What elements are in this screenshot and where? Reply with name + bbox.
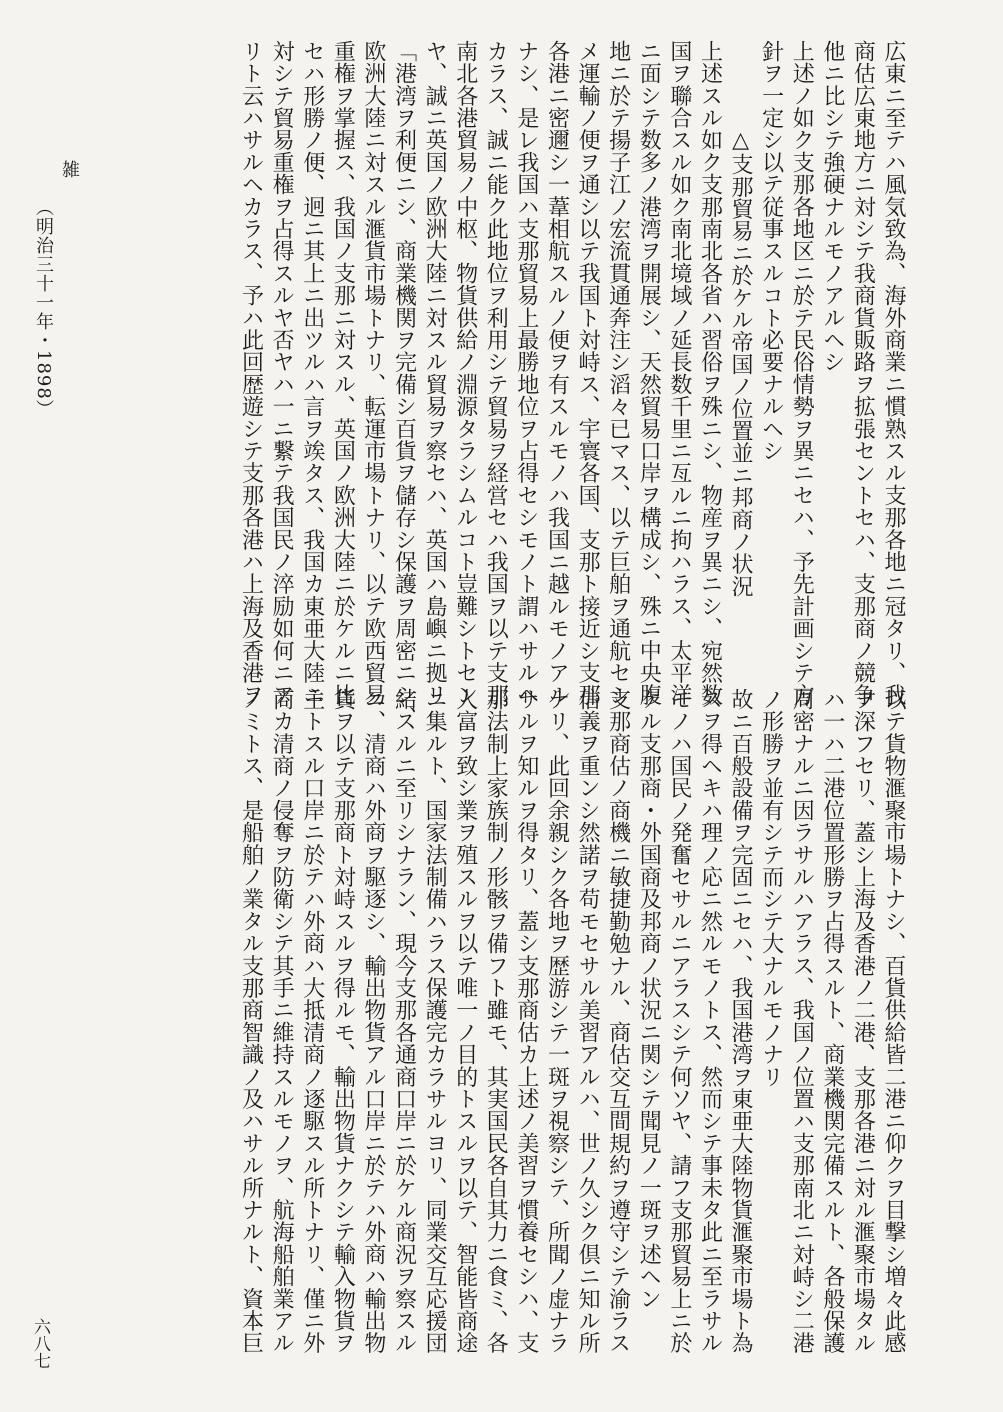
text-column: 欧洲大陸ニ対スル滙貨市場トナリ、転運市場トナリ、以テ欧西貿易 bbox=[360, 40, 386, 706]
text-column: ナリ、此回余親シク各地ヲ歴游シテ一斑ヲ視察シテ、所聞ノ虚ナラ bbox=[544, 688, 570, 1354]
text-column: 人富ヲ致シ業ヲ殖スルヲ以テ唯一ノ目的トスルヲ以テ、智能皆商途 bbox=[452, 688, 478, 1354]
text-column: 広東ニ至テハ風気致為、海外商業ニ慣熟スル支那各地ニ冠タリ、我 bbox=[881, 40, 906, 706]
text-column: ヤ、誠ニ英国ノ欧洲大陸ニ対スル貿易ヲ察セハ、英国ハ島嶼ニ拠リ bbox=[422, 40, 448, 706]
text-column: 重権ヲ掌握ス、我国ノ支那ニ対スル、英国ノ欧洲大陸ニ於ケルニ比 bbox=[330, 40, 356, 706]
text-column: ノ形勝ヲ並有シテ而シテ大ナルモノナリ bbox=[758, 688, 784, 1088]
text-column: 対シテ貿易重権ヲ占得スルヤ否ヤハ一ニ繋テ我国民ノ淬励如何ニア bbox=[269, 40, 295, 706]
page-number: 六八七 bbox=[30, 1318, 50, 1369]
text-column: 針ヲ一定シ以テ従事スルコト必要ナルヘシ bbox=[758, 40, 784, 462]
text-column: セハ形勝ノ便、迥ニ其上ニ出ツルハ言ヲ竢タス、我国カ東亜大陸ニ bbox=[299, 40, 325, 706]
section-heading: △支那貿易ニ於ケル帝国ノ位置並ニ邦商ノ状況 bbox=[728, 128, 754, 598]
text-column: 那法制上家族制ノ形骸ヲ備フト雖モ、其実国民各自其力ニ食ミ、各 bbox=[483, 688, 509, 1354]
text-column: ニ、清商ハ外商ヲ駆逐シ、輸出物貨アル口岸ニ於テハ外商ハ輸出物 bbox=[360, 688, 386, 1354]
text-column: スヲ得ヘキハ理ノ応ニ然ルモノトス、然而シテ事未タ此ニ至ラサル bbox=[697, 688, 723, 1354]
text-column: 南北各港貿易ノ中枢、物貨供給ノ淵源タラシムルコト豈難シトセン bbox=[452, 40, 478, 706]
running-head bbox=[30, 160, 82, 419]
running-head-year: （明治三十一年・1898） bbox=[33, 198, 54, 419]
text-column: 地ニ於テ揚子江ノ宏流貫通奔注シ滔々已マス、以テ巨舶ヲ通航セシ bbox=[605, 40, 631, 706]
text-column: 周密ナルニ因ラサルハアラス、我国ノ位置ハ支那南北ニ対峙シ二港 bbox=[789, 688, 815, 1354]
text-column: 他ニ比シテ強硬ナルモノアルヘシ bbox=[819, 40, 845, 373]
text-column: 信義ヲ重ンシ然諾ヲ苟モセサル美習アルハ、世ノ久シク倶ニ知ル所 bbox=[575, 688, 601, 1355]
text-column: 国ヲ聯合スル如ク南北境域ノ延長数千里ニ亙ルニ拘ハラス、太平洋 bbox=[666, 40, 692, 706]
text-column: ヲ深フセリ、蓋シ上海及香港ノ二港、支那各港ニ対ル滙聚市場タル bbox=[850, 688, 876, 1354]
running-head-title: 雑 bbox=[59, 160, 80, 178]
text-column: ナシ、是レ我国ハ支那貿易上最勝地位ヲ占得セシモノト謂ハサルヘ bbox=[513, 40, 539, 706]
text-column: カラス、誠ニ能ク此地位ヲ利用シテ貿易ヲ経営セハ我国ヲ以テ支那 bbox=[483, 40, 509, 706]
text-column: 故ニ百般設備ヲ完固ニセハ、我国港湾ヲ東亜大陸物貨滙聚市場ト為 bbox=[728, 688, 754, 1354]
text-column: 結スルニ至リシナラン、現今支那各通商口岸ニ於ケル商況ヲ察スル bbox=[391, 688, 417, 1354]
text-column: 支那商估ノ商機ニ敏捷勤勉ナル、商估交互間規約ヲ遵守シテ渝ラス bbox=[605, 688, 631, 1354]
text-column: 各港ニ密邇シ一葦相航スルノ便ヲ有スルモノハ我国ニ越ルモノアル bbox=[544, 40, 570, 706]
text-column: リト云ハサルヘカラス、予ハ此回歴遊シテ支那各港ハ上海及香港ヲ bbox=[238, 40, 264, 706]
text-column: ニ集ルト、国家法制備ハラス保護完カラサルヨリ、同業交互応援団 bbox=[422, 688, 448, 1354]
text-column: ニ面シテ数多ノ港湾ヲ開展シ、天然貿易口岸ヲ構成シ、殊ニ中央腹 bbox=[636, 40, 662, 706]
text-column: 貨ヲ以テ支那商ト対峙スルヲ得ルモ、輸出物貨ナクシテ輸入物貨ヲ bbox=[330, 688, 356, 1354]
text-column: ケル支那商・外国商及邦商ノ状況ニ関シテ聞見ノ一斑ヲ述ヘン bbox=[636, 688, 662, 1310]
upper-text-block bbox=[68, 40, 908, 729]
text-column: 主トスル口岸ニ於テハ外商ハ大抵清商ノ逐駆スル所トナリ、僅ニ外 bbox=[299, 688, 325, 1354]
text-column: 上述ノ如ク支那各地区ニ於テ民俗情勢ヲ異ニセハ、予先計画シテ方 bbox=[789, 40, 815, 706]
text-column: 上述スル如ク支那南北各省ハ習俗ヲ殊ニシ、物産ヲ異ニシ、宛然数 bbox=[697, 40, 723, 706]
text-column: 「港湾ヲ利便ニシ、商業機関ヲ完備シ百貨ヲ儲存シ保護ヲ周密ニシ、 bbox=[391, 40, 417, 729]
text-column: 以テ貨物滙聚市場トナシ、百貨供給皆二港ニ仰クヲ目撃シ増々此感 bbox=[881, 688, 906, 1354]
lower-text-block bbox=[238, 688, 908, 1388]
text-column: 商カ清商ノ侵奪ヲ防衛シテ其手ニ維持スルモノヲ、航海船舶業アル bbox=[269, 688, 295, 1354]
text-column: モノハ国民ノ発奮セサルニアラスシテ何ソヤ、請フ支那貿易上ニ於 bbox=[666, 688, 692, 1354]
text-column: 商估広東地方ニ対シテ我商貨販路ヲ拡張セントセハ、支那商ノ競争 bbox=[850, 40, 876, 706]
text-column: メ運輸ノ便ヲ通シ以テ我国ト対峙ス、宇寰各国、支那ト接近シ支那 bbox=[575, 40, 601, 706]
text-column: ハ一ハ二港位置形勝ヲ占得スルト、商業機関完備スルト、各般保護 bbox=[819, 688, 845, 1354]
text-column: ノミトス、是船舶ノ業タル支那商智識ノ及ハサル所ナルト、資本巨 bbox=[238, 688, 264, 1354]
text-column: サルヲ知ルヲ得タリ、蓋シ支那商估カ上述ノ美習ヲ慣養セシハ、支 bbox=[513, 688, 539, 1354]
